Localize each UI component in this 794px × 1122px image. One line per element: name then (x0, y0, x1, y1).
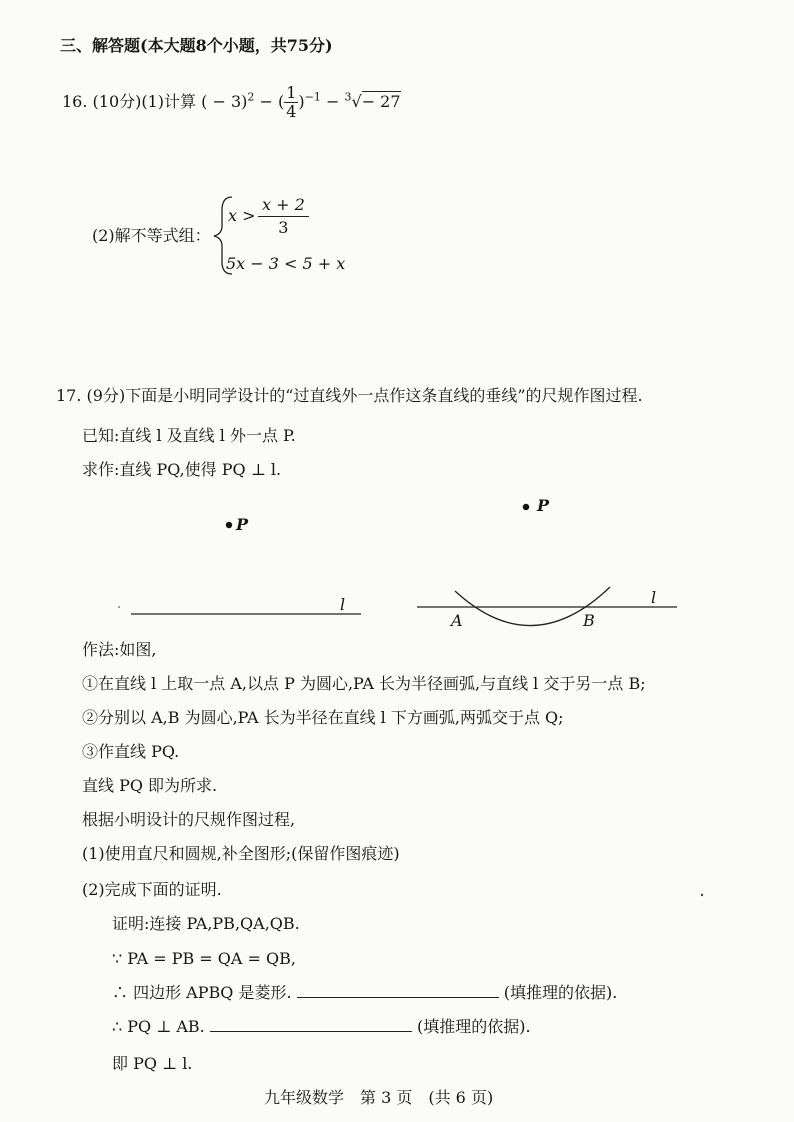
proof-2-note: (填推理的依据). (503, 983, 618, 1002)
proof-line-4: 即 PQ ⊥ l. (112, 1054, 193, 1073)
q16-exp2: 2 (247, 90, 255, 104)
left-label-p: P (236, 515, 249, 534)
q17-step1: ①在直线 l 上取一点 A,以点 P 为圆心,PA 长为半径画弧,与直线 l 交于另一点 B; (82, 674, 646, 693)
q16-minus: − (259, 92, 273, 111)
speck-mark (118, 606, 120, 608)
proof-line-2 (112, 983, 617, 1003)
q16-frac-den: 4 (286, 102, 297, 121)
q17-header: 17. (9分)下面是小明同学设计的“过直线外一点作这条直线的垂线”的尺规作图过程. (56, 386, 643, 405)
q16-minus2: − (325, 92, 340, 111)
left-point-p (226, 522, 232, 528)
q16-paren-open: ( (277, 92, 285, 111)
q16-root-index: 3 (344, 90, 352, 104)
answer-blank-2[interactable] (210, 1017, 412, 1032)
proof-intro: 证明:连接 PA,PB,QA,QB. (112, 914, 300, 933)
q16-frac-num: 1 (286, 83, 297, 102)
q17-given: 已知:直线 l 及直线 l 外一点 P. (82, 426, 296, 445)
q17-required: 求作:直线 PQ,使得 PQ ⊥ l. (82, 460, 282, 479)
proof-3-text: ∴ PQ ⊥ AB. (112, 1017, 205, 1036)
q16-radicand: − 27 (361, 92, 401, 111)
q17-step3: ③作直线 PQ. (82, 742, 180, 761)
q16-ineq1-num: x + 2 (258, 194, 309, 217)
right-label-b: B (583, 611, 595, 630)
q16-part2-label: (2)解不等式组： (92, 226, 211, 245)
left-label-l: l (340, 595, 346, 614)
q17-step2: ②分别以 A,B 为圆心,PA 长为半径在直线 l 下方画弧,两弧交于点 Q; (82, 708, 564, 727)
proof-line-3 (112, 1017, 531, 1037)
q17-task1: (1)使用直尺和圆规,补全图形;(保留作图痕迹) (82, 844, 400, 863)
right-label-a: A (451, 611, 463, 630)
proof-2-text: ∴ 四边形 APBQ 是菱形. (112, 983, 292, 1002)
q16-ineq1-den: 3 (278, 218, 289, 237)
proof-3-note: (填推理的依据). (416, 1017, 531, 1036)
q16-exp-neg1: −1 (304, 90, 321, 104)
right-point-p (523, 504, 529, 510)
q16-paren-close: ) (298, 92, 305, 111)
q16-base: ( − 3) (201, 92, 248, 111)
q16-header: 16. (10分)(1)计算 (62, 92, 197, 111)
section-title: 三、解答题(本大题8个小题，共75分) (60, 36, 333, 55)
q17-method-title: 作法:如图, (82, 640, 157, 659)
cube-root-icon: √ (351, 92, 362, 111)
q16-ineq1-lhs: x > (228, 206, 256, 225)
proof-line-1: ∵ PA = PB = QA = QB, (112, 949, 297, 968)
q17-according: 根据小明设计的尺规作图过程, (82, 810, 296, 829)
right-label-l: l (651, 588, 657, 607)
speck-mark (701, 894, 703, 896)
right-label-p: P (537, 496, 550, 515)
q17-conclusion: 直线 PQ 即为所求. (82, 776, 218, 795)
page-footer: 九年级数学 第 3 页 (共 6 页) (264, 1088, 494, 1107)
q17-task2: (2)完成下面的证明. (82, 880, 222, 899)
answer-blank-1[interactable] (297, 983, 499, 998)
q16-ineq2: 5x − 3 < 5 + x (226, 254, 346, 273)
